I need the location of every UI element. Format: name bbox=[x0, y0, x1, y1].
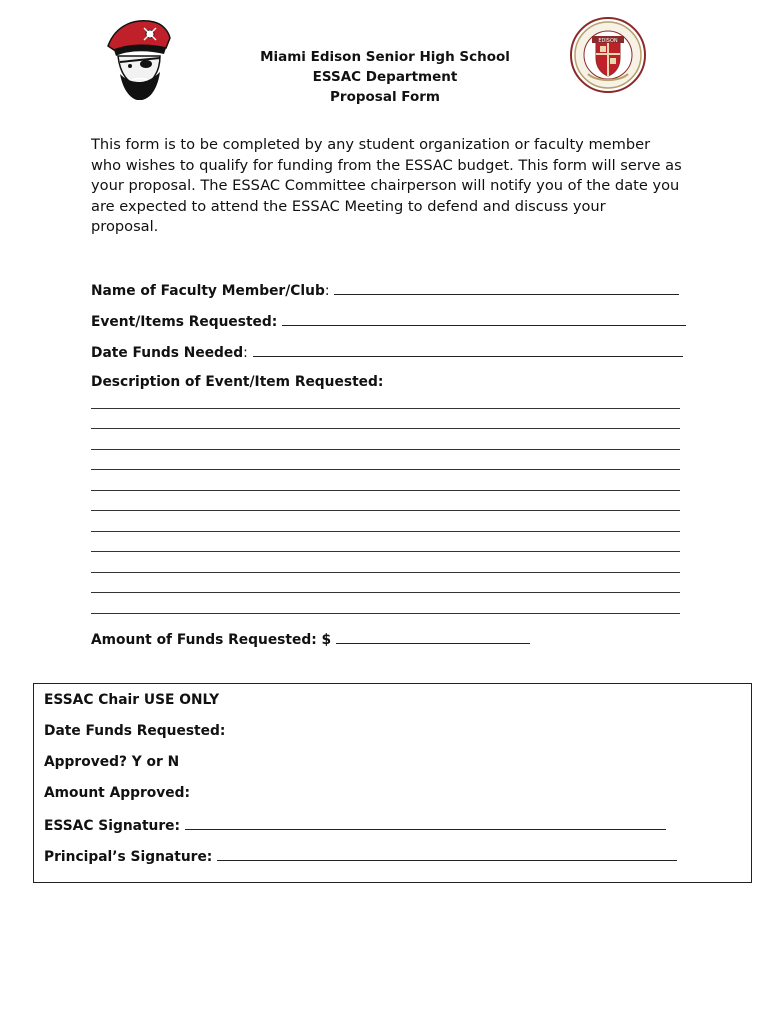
event-items-blank[interactable] bbox=[282, 311, 686, 326]
date-funds-requested-label: Date Funds Requested: bbox=[44, 723, 226, 739]
description-line[interactable] bbox=[91, 613, 680, 614]
description-line[interactable] bbox=[91, 469, 680, 470]
essac-signature-label: ESSAC Signature: bbox=[44, 818, 181, 834]
faculty-club-label: Name of Faculty Member/Club bbox=[91, 283, 325, 299]
amount-requested-label: Amount of Funds Requested: $ bbox=[91, 632, 332, 648]
date-funds-needed-blank[interactable] bbox=[253, 342, 683, 357]
description-line[interactable] bbox=[91, 510, 680, 511]
essac-signature-blank[interactable] bbox=[185, 815, 666, 830]
event-items-label: Event/Items Requested: bbox=[91, 314, 278, 330]
essac-chair-box bbox=[33, 683, 752, 883]
description-line[interactable] bbox=[91, 490, 680, 491]
event-items-field bbox=[91, 311, 686, 331]
faculty-club-colon: : bbox=[324, 283, 330, 299]
intro-line: your proposal. The ESSAC Committee chairperson will notify you of the date you bbox=[91, 177, 680, 195]
description-line[interactable] bbox=[91, 592, 680, 593]
intro-line: who wishes to qualify for funding from the ESSAC budget. This form will serve as bbox=[91, 156, 682, 174]
description-line[interactable] bbox=[91, 408, 680, 409]
intro-line: This form is to be completed by any student organization or faculty member bbox=[91, 136, 651, 153]
svg-text:EDISON: EDISON bbox=[598, 38, 618, 44]
date-funds-needed-label: Date Funds Needed bbox=[91, 345, 244, 361]
intro-line: proposal. bbox=[91, 218, 159, 236]
form-title: Proposal Form bbox=[330, 89, 440, 105]
description-line[interactable] bbox=[91, 572, 680, 573]
form-header bbox=[0, 47, 770, 107]
date-funds-needed-field bbox=[91, 342, 683, 362]
essac-signature-field bbox=[44, 815, 666, 835]
amount-requested-blank[interactable] bbox=[336, 629, 530, 644]
description-line[interactable] bbox=[91, 449, 680, 450]
description-line[interactable] bbox=[91, 428, 680, 429]
description-label: Description of Event/Item Requested: bbox=[91, 374, 384, 390]
department-name: ESSAC Department bbox=[312, 69, 458, 85]
principal-signature-label: Principal’s Signature: bbox=[44, 849, 213, 865]
intro-line: are expected to attend the ESSAC Meeting to defend and discuss your bbox=[91, 197, 606, 215]
principal-signature-field bbox=[44, 846, 677, 866]
school-name: Miami Edison Senior High School bbox=[260, 49, 510, 65]
faculty-club-blank[interactable] bbox=[334, 280, 679, 295]
date-funds-needed-colon: : bbox=[243, 345, 248, 361]
chair-box-title: ESSAC Chair USE ONLY bbox=[44, 692, 220, 708]
description-line[interactable] bbox=[91, 551, 680, 552]
amount-requested-field bbox=[91, 629, 530, 649]
faculty-club-field bbox=[91, 280, 679, 300]
amount-approved-label: Amount Approved: bbox=[44, 785, 191, 801]
school-crest-logo bbox=[570, 16, 646, 94]
principal-signature-blank[interactable] bbox=[217, 846, 677, 861]
description-line[interactable] bbox=[91, 531, 680, 532]
intro-paragraph bbox=[91, 135, 691, 238]
approved-label: Approved? Y or N bbox=[44, 754, 180, 770]
